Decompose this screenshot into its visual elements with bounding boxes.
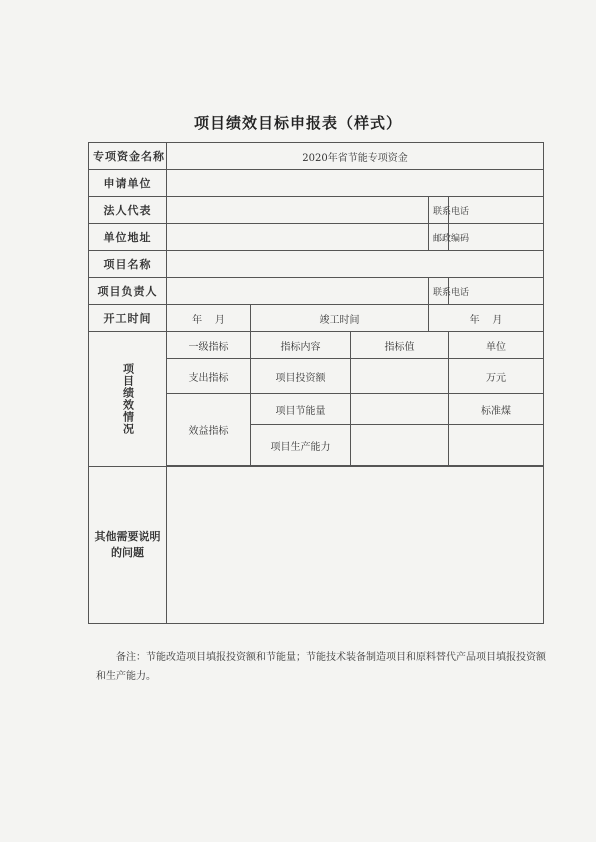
capacity-value-field[interactable] [351,425,449,466]
row-project-name [89,251,544,278]
postcode-label: 邮政编码 [429,224,449,251]
perf-section-label: 项目绩效情况 [121,363,135,435]
row-dates [89,305,544,332]
perf-header-unit: 单位 [449,332,544,359]
applicant-field[interactable] [167,170,544,197]
perf-header-level1: 一级指标 [167,332,251,359]
contact-phone-label-1: 联系电话 [429,197,449,224]
fund-name-label: 专项资金名称 [89,143,167,170]
investment-unit: 万元 [449,359,544,394]
applicant-label: 申请单位 [89,170,167,197]
form-title: 项目绩效目标申报表（样式） [193,114,402,132]
legal-rep-label: 法人代表 [89,197,167,224]
other-issues-label: 其他需要说明的问题 [89,467,167,624]
application-form-table [88,142,544,624]
row-applicant [89,170,544,197]
address-label: 单位地址 [89,224,167,251]
row-fund-name [89,143,544,170]
investment-label: 项目投资额 [251,359,351,394]
project-name-label: 项目名称 [89,251,167,278]
row-perf-header [89,332,544,359]
perf-header-content: 指标内容 [251,332,351,359]
completion-time-label: 竣工时间 [251,305,429,332]
expenditure-label: 支出指标 [167,359,251,394]
benefit-label: 效益指标 [167,394,251,466]
project-lead-label: 项目负责人 [89,278,167,305]
row-other [89,467,544,624]
energy-saving-unit: 标准煤 [449,394,544,425]
start-time-label: 开工时间 [89,305,167,332]
energy-saving-label: 项目节能量 [251,394,351,425]
legal-rep-field[interactable] [167,197,429,224]
capacity-unit-field[interactable] [449,425,544,466]
other-issues-field[interactable] [167,467,544,624]
row-project-lead [89,278,544,305]
project-lead-field[interactable] [167,278,429,305]
perf-section-cell [89,332,167,467]
start-time-field[interactable]: 年 月 [167,305,251,332]
energy-saving-value-field[interactable] [351,394,449,425]
row-legal-rep [89,197,544,224]
completion-time-field[interactable]: 年 月 [429,305,544,332]
capacity-label: 项目生产能力 [251,425,351,466]
perf-header-value: 指标值 [351,332,449,359]
footnote: 备注：节能改造项目填报投资额和节能量；节能技术装备制造项目和原料替代产品项目填报投资额和生产能力。 [96,652,546,682]
investment-value-field[interactable] [351,359,449,394]
address-field[interactable] [167,224,429,251]
fund-name-value: 2020年省节能专项资金 [167,143,544,170]
project-name-field[interactable] [167,251,544,278]
contact-phone-label-2: 联系电话 [429,278,449,305]
row-address [89,224,544,251]
